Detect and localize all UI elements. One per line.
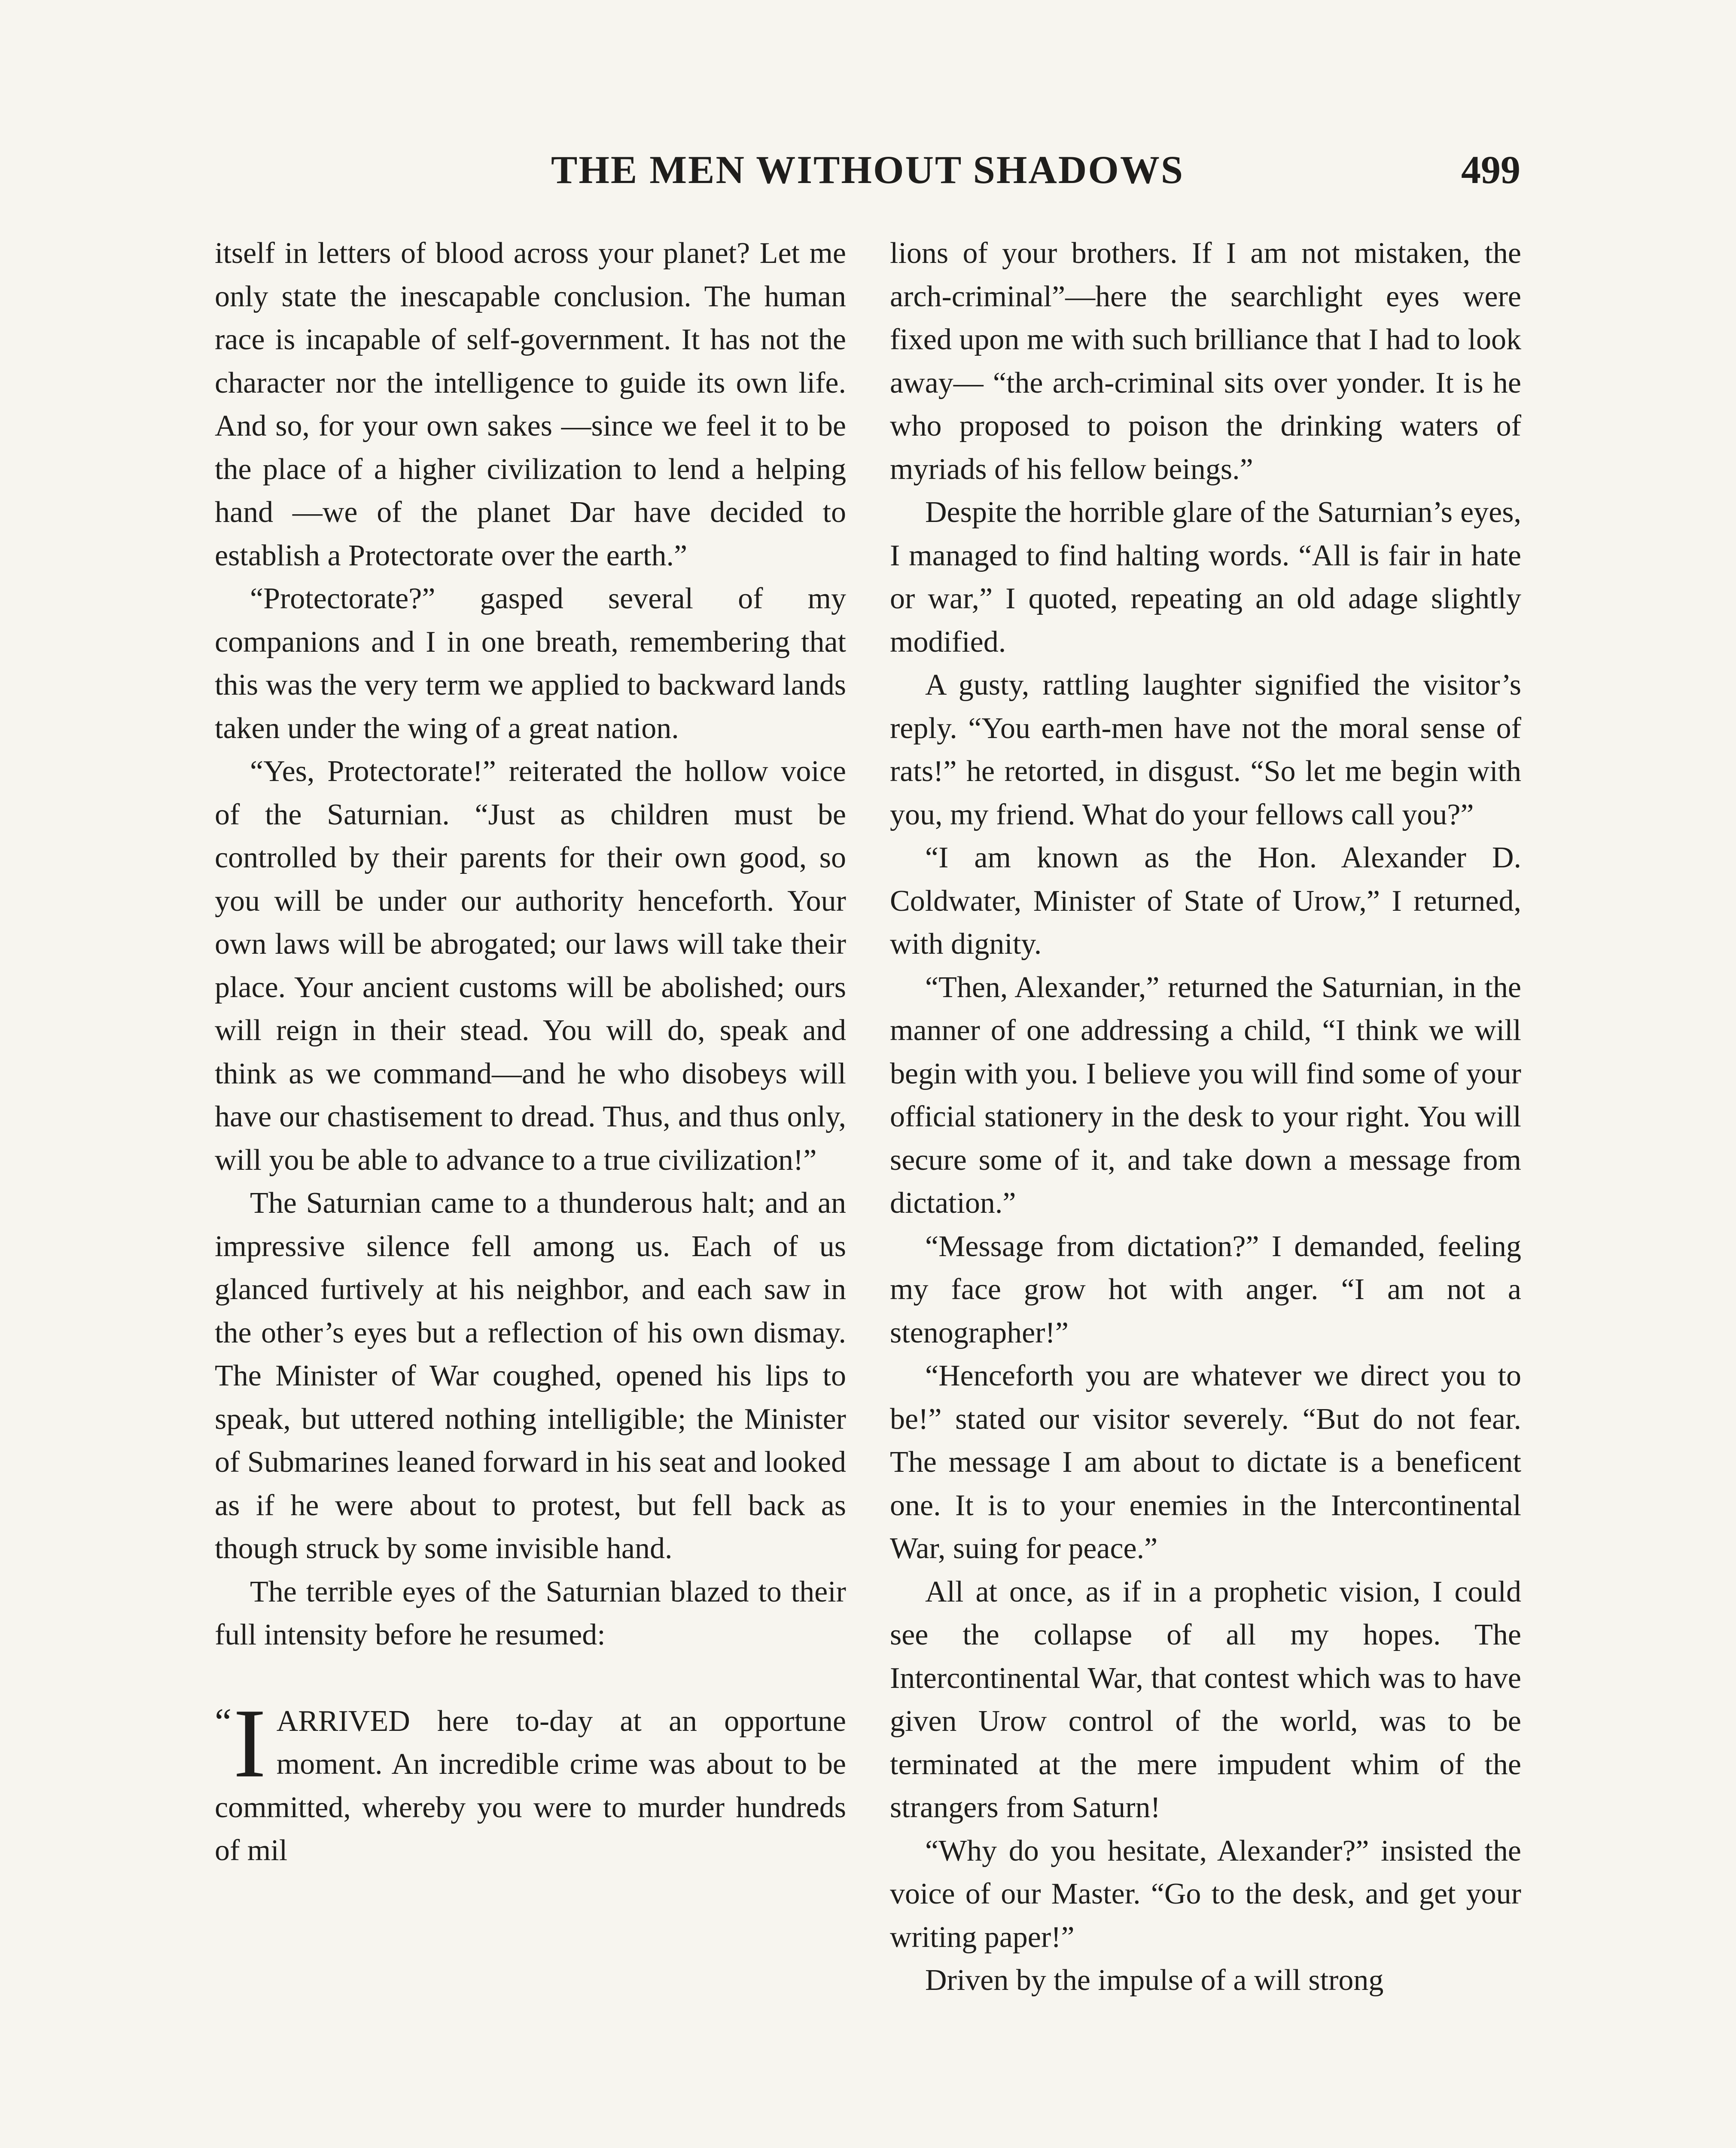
paragraph: “Henceforth you are whatever we direct you to be!” stated our visitor severely. “But do not fear. The message I am about to dictate is a beneficent one. It is to your enemies in the Intercontinental War, suing for peace.” <box>890 1359 1521 1565</box>
right-column <box>890 232 1521 2002</box>
paragraph: “Protectorate?” gasped several of my companions and I in one breath, remembering that this was the very term we applied to backward lands taken under the wing of a great nation. <box>215 582 846 745</box>
paragraph: All at once, as if in a prophetic vision, I could see the collapse of all my hopes. The Intercontinental War, that contest which was to have given Urow control of the world, was to be terminated at the mere impudent whim of the strangers from Saturn! <box>890 1575 1521 1824</box>
running-title: THE MEN WITHOUT SHADOWS <box>551 148 1185 192</box>
paragraph: The terrible eyes of the Saturnian blazed to their full intensity before he resumed: <box>215 1575 846 1651</box>
paragraph: “Message from dictation?” I demanded, feeling my face grow hot with anger. “I am not a stenographer!” <box>890 1230 1521 1349</box>
page-number: 499 <box>1461 148 1520 192</box>
left-column <box>215 232 846 1873</box>
paragraph: lions of your brothers. If I am not mistaken, the arch-criminal”—here the searchlight eyes were fixed upon me with such brilliance that I had to look away— “the arch-criminal sits over yonder. It is he who proposed to poison the drinking waters of myriads of his fellow beings.” <box>890 237 1521 486</box>
paragraph: Despite the horrible glare of the Saturnian’s eyes, I managed to find halting words. “All is fair in hate or war,” I quoted, repeating an old adage slightly modified. <box>890 496 1521 659</box>
paragraph: Driven by the impulse of a will strong <box>925 1964 1384 1997</box>
paragraph: A gusty, rattling laughter signified the visitor’s reply. “You earth-men have not the moral sense of rats!” he retorted, in disgust. “So let me begin with you, my friend. What do your fellows call you?” <box>890 668 1521 831</box>
paragraph: “Why do you hesitate, Alexander?” insisted the voice of our Master. “Go to the desk, and get your writing paper!” <box>890 1834 1521 1954</box>
opening-quote-mark: “ <box>215 1701 232 1743</box>
paragraph: itself in letters of blood across your planet? Let me only state the inescapable conclusion. The human race is incapable of self-government. It has not the character nor the intelligence to guide its own life. And so, for your own sakes —since we feel it to be the place of a higher civilization to lend a helping hand —we of the planet Dar have decided to establish a Protectorate over the earth.” <box>215 237 846 572</box>
drop-cap-letter: I <box>233 1688 266 1798</box>
section-opening-text: ARRIVED here to-day at an opportune moment. An incredible crime was about to be committed, whereby you were to murder hundreds of mil <box>215 1704 846 1867</box>
paragraph: The Saturnian came to a thunderous halt; and an impressive silence fell among us. Each of us glanced furtively at his neighbor, and each saw in the other’s eyes but a reflection of his own dismay. The Minister of War coughed, opened his lips to speak, but uttered nothing intelligible; the Minister of Submarines leaned forward in his seat and looked as if he were about to protest, but fell back as though struck by some invisible hand. <box>215 1187 846 1565</box>
paragraph: “Then, Alexander,” returned the Saturnian, in the manner of one addressing a child, “I think we will begin with you. I believe you will find some of your official stationery in the desk to your right. You will secure some of it, and take down a message from dictation.” <box>890 970 1521 1220</box>
page-header <box>215 142 1520 198</box>
paragraph: “I am known as the Hon. Alexander D. Coldwater, Minister of State of Urow,” I returned, with dignity. <box>890 841 1521 961</box>
section-opening-paragraph <box>215 1688 846 1873</box>
paragraph: “Yes, Protectorate!” reiterated the hollow voice of the Saturnian. “Just as children must be controlled by their parents for their own good, so you will be under our authority henceforth. Your own laws will be abrogated; our laws will take their place. Your ancient customs will be abolished; ours will reign in their stead. You will do, speak and think as we command—and he who disobeys will have our chastisement to dread. Thus, and thus only, will you be able to advance to a true civilization!” <box>215 755 846 1177</box>
